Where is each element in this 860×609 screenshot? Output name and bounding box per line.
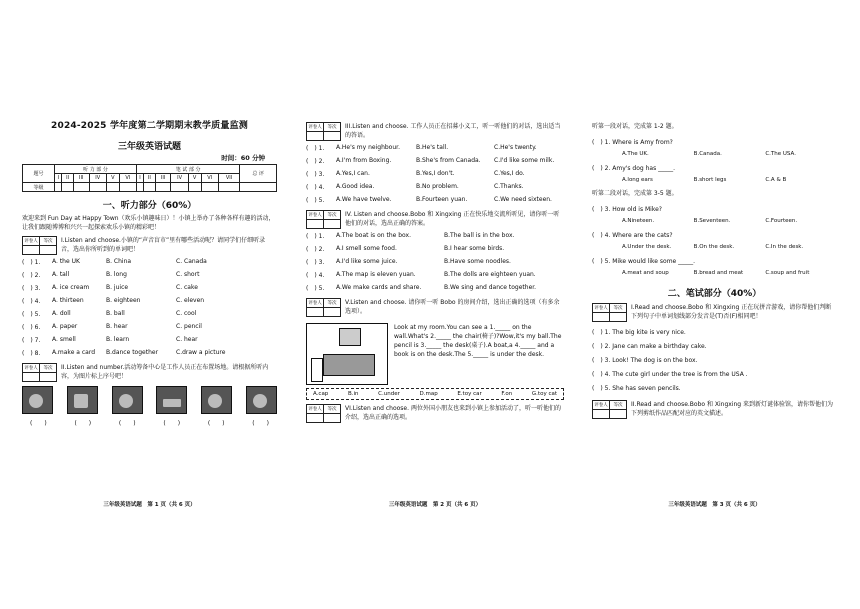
list-item bbox=[22, 268, 277, 281]
word-options-box bbox=[306, 388, 564, 400]
grader-box bbox=[306, 298, 341, 317]
list-item bbox=[592, 256, 837, 265]
item-number: ( ) 3. bbox=[306, 259, 325, 266]
grader-label: 等次 bbox=[324, 123, 341, 132]
option-a: A. smell bbox=[52, 336, 76, 343]
option-a: A.We have twelve. bbox=[336, 196, 392, 203]
list-item bbox=[22, 294, 277, 307]
option-c: C.Thanks. bbox=[494, 183, 524, 190]
item-number: ( ) 2. bbox=[306, 158, 325, 165]
desk-drawing bbox=[323, 354, 375, 376]
list-item bbox=[306, 180, 564, 193]
question-3-title: III.Listen and choose. 工作人员正在招募小义工，听一听他们的对话，选出适当的答语。 bbox=[345, 123, 561, 139]
list-item bbox=[592, 137, 837, 146]
option-b: B.Have some noodles. bbox=[444, 258, 511, 265]
word-option: F.on bbox=[501, 391, 513, 397]
item-number: ( ) 4. bbox=[22, 298, 41, 305]
question-3-list bbox=[306, 141, 564, 206]
option-b: B.bread and meat bbox=[693, 270, 744, 276]
option-a: A.The boat is on the box. bbox=[336, 232, 411, 239]
item-number: ( ) 4. bbox=[592, 232, 611, 239]
option-a: A.The UK. bbox=[622, 151, 649, 157]
word-option: C.under bbox=[378, 391, 400, 397]
answer-blank: ( ) bbox=[118, 420, 136, 427]
question-4-header bbox=[306, 210, 564, 229]
list-item bbox=[306, 141, 564, 154]
option-b: B.dance together bbox=[106, 349, 159, 356]
word-option: B.in bbox=[347, 391, 359, 397]
room-picture bbox=[306, 323, 388, 385]
section-listening-heading: 一、听力部分（60%） bbox=[102, 201, 197, 211]
option-b: B. China bbox=[106, 258, 132, 265]
score-num: VI bbox=[201, 174, 218, 183]
activity-picture bbox=[156, 386, 187, 414]
option-c: C. short bbox=[176, 271, 200, 278]
chair-drawing bbox=[311, 358, 323, 382]
score-num: IV bbox=[171, 174, 188, 183]
writing-question-2-header bbox=[592, 400, 837, 419]
question-4-title: IV. Listen and choose.Bobo 和 Xingxing 正在快乐地交流所听见，请你听一听他们的对话，选出正确的答案。 bbox=[345, 211, 560, 227]
page-footer: 三年级英语试题 第 3 页（共 6 页） bbox=[668, 502, 761, 508]
option-b: B.She's from Canada. bbox=[416, 157, 481, 164]
exam-subtitle: 三年级英语试题 bbox=[117, 142, 181, 152]
score-total: 总 评 bbox=[240, 165, 277, 183]
list-item bbox=[306, 242, 564, 255]
grader-label: 等次 bbox=[324, 405, 341, 414]
option-c: C. hear bbox=[176, 336, 198, 343]
item-number: ( ) 1. bbox=[22, 259, 41, 266]
option-c: C.A & B bbox=[765, 177, 787, 183]
grader-label: 评卷人 bbox=[307, 299, 324, 308]
option-b: B.Yes,I don't. bbox=[416, 170, 455, 177]
option-a: A.I smell some food. bbox=[336, 245, 397, 252]
question-1-list bbox=[22, 255, 277, 359]
score-num: I bbox=[136, 174, 143, 183]
question-text: Where is Amy from? bbox=[612, 139, 673, 146]
question-text: How old is Mike? bbox=[612, 206, 662, 213]
list-item: ( ) 5. She has seven pencils. bbox=[592, 385, 681, 392]
item-number: ( ) 5. bbox=[22, 311, 41, 318]
score-num: V bbox=[188, 174, 201, 183]
grader-box bbox=[22, 363, 57, 382]
option-a: A. tall bbox=[52, 271, 70, 278]
score-num: VI bbox=[119, 174, 136, 183]
option-b: B.The ball is in the box. bbox=[444, 232, 515, 239]
list-item bbox=[22, 320, 277, 333]
question-2-title: II.Listen and number.活动筹备中心是工作人员正在布置场地。请根据所听内容，为图片标上序号吧！ bbox=[61, 364, 269, 380]
option-c: C. cake bbox=[176, 284, 198, 291]
option-b: B. eighteen bbox=[106, 297, 141, 304]
list-item: ( ) 4. The cute girl under the tree is from the USA . bbox=[592, 371, 748, 378]
item-number: ( ) 8. bbox=[22, 350, 41, 357]
writing-question-2-title: II.Read and choose.Bobo 和 Xingxing 来到新灯谜体验馆，请你帮他们为下列剪纸作品匹配对应的英文描述。 bbox=[631, 401, 833, 417]
word-option: D.map bbox=[419, 391, 438, 397]
score-num: III bbox=[155, 174, 171, 183]
word-option: G.toy cat bbox=[531, 391, 557, 397]
option-c: C.In the desk. bbox=[765, 244, 804, 250]
activity-picture bbox=[201, 386, 232, 414]
list-item bbox=[22, 281, 277, 294]
grader-label: 等次 bbox=[324, 299, 341, 308]
section-writing-heading: 二、笔试部分（40%） bbox=[667, 289, 762, 299]
list-item bbox=[22, 346, 277, 359]
exam-time: 时间：60 分钟 bbox=[221, 154, 265, 162]
activity-picture bbox=[112, 386, 143, 414]
list-item bbox=[22, 333, 277, 346]
question-2-header bbox=[22, 363, 277, 382]
question-text: Where are the cats? bbox=[612, 232, 673, 239]
answer-blank: ( ) bbox=[74, 420, 92, 427]
option-a: A.make a card bbox=[52, 349, 96, 356]
grader-label: 等次 bbox=[610, 304, 627, 313]
option-b: B.Canada. bbox=[693, 151, 722, 157]
option-a: A.Good idea. bbox=[336, 183, 375, 190]
option-b: B. ball bbox=[106, 310, 125, 317]
option-a: A.Nineteen. bbox=[622, 218, 655, 224]
list-item bbox=[592, 230, 837, 239]
grader-label: 评卷人 bbox=[307, 405, 324, 414]
option-c: C.I'd like some milk. bbox=[494, 157, 555, 164]
option-b: B. long bbox=[106, 271, 127, 278]
grader-label: 等次 bbox=[324, 211, 341, 220]
list-item bbox=[306, 229, 564, 242]
grader-box bbox=[306, 404, 341, 423]
score-writing: 笔 试 部 分 bbox=[136, 165, 239, 174]
option-b: B. juice bbox=[106, 284, 129, 291]
grader-label: 评卷人 bbox=[307, 211, 324, 220]
item-number: ( ) 4. bbox=[306, 184, 325, 191]
list-item bbox=[592, 163, 837, 172]
item-number: ( ) 6. bbox=[22, 324, 41, 331]
question-5-header bbox=[306, 298, 564, 317]
item-number: ( ) 3. bbox=[306, 171, 325, 178]
activity-picture bbox=[246, 386, 277, 414]
option-a: A.long ears bbox=[622, 177, 653, 183]
item-number: ( ) 4. bbox=[306, 272, 325, 279]
answer-blank: ( ) bbox=[207, 420, 225, 427]
grader-box bbox=[306, 210, 341, 229]
score-num: IV bbox=[89, 174, 106, 183]
option-b: B.The dolls are eighteen yuan. bbox=[444, 271, 536, 278]
grader-box bbox=[306, 122, 341, 141]
wall-picture bbox=[339, 328, 361, 346]
option-a: A.meat and soup bbox=[622, 270, 669, 276]
list-item: ( ) 1. The big kite is very nice. bbox=[592, 329, 686, 336]
score-table bbox=[22, 164, 277, 192]
list-item bbox=[306, 255, 564, 268]
grader-label: 评卷人 bbox=[23, 364, 40, 373]
room-section bbox=[306, 323, 564, 385]
word-option: E.toy car bbox=[457, 391, 482, 397]
grader-label: 评卷人 bbox=[23, 237, 40, 246]
item-number: ( ) 5. bbox=[306, 285, 325, 292]
option-a: A. thirteen bbox=[52, 297, 84, 304]
answer-blank: ( ) bbox=[252, 420, 269, 427]
option-c: C. cool bbox=[176, 310, 197, 317]
option-a: A. ice cream bbox=[52, 284, 90, 291]
option-a: A. doll bbox=[52, 310, 71, 317]
grader-label: 评卷人 bbox=[593, 304, 610, 313]
score-num: II bbox=[62, 174, 74, 183]
option-c: C.The USA. bbox=[765, 151, 796, 157]
option-b: B.Seventeen. bbox=[693, 218, 731, 224]
option-b: B. learn bbox=[106, 336, 130, 343]
option-b: B.He's tall. bbox=[416, 144, 449, 151]
score-num: V bbox=[106, 174, 119, 183]
grader-box bbox=[592, 303, 627, 322]
item-number: ( ) 3. bbox=[592, 206, 611, 213]
score-row-score: 等级 bbox=[23, 183, 55, 192]
option-c: C.soup and fruit bbox=[765, 270, 810, 276]
option-a: A.Under the desk. bbox=[622, 244, 672, 250]
item-number: ( ) 1. bbox=[592, 139, 611, 146]
score-num: II bbox=[144, 174, 156, 183]
dialogue-1-intro: 听第一段对话，完成第 1-2 题。 bbox=[592, 123, 678, 130]
option-b: B.No problem. bbox=[416, 183, 459, 190]
question-4-list bbox=[306, 229, 564, 294]
item-number: ( ) 7. bbox=[22, 337, 41, 344]
intro-text: 欢迎来到 Fun Day at Happy Town（欢乐小镇趣味日）！小镇上举办了各种各样有趣的活动，让我们跟随博博和兴兴一起探索欢乐小镇的精彩吧！ bbox=[22, 215, 275, 231]
list-item bbox=[592, 204, 837, 213]
exam-page-2 bbox=[306, 118, 564, 508]
option-a: A.I'm from Boxing. bbox=[336, 157, 392, 164]
score-num: III bbox=[73, 174, 89, 183]
options-row bbox=[592, 151, 837, 157]
option-b: B.We sing and dance together. bbox=[444, 284, 537, 291]
list-item bbox=[306, 268, 564, 281]
item-number: ( ) 5. bbox=[592, 258, 611, 265]
options-row bbox=[592, 244, 837, 250]
grader-label: 等次 bbox=[40, 364, 57, 373]
option-b: B. hear bbox=[106, 323, 128, 330]
page-footer: 三年级英语试题 第 1 页（共 6 页） bbox=[103, 502, 196, 508]
item-number: ( ) 1. bbox=[306, 233, 325, 240]
option-c: C.draw a picture bbox=[176, 349, 226, 356]
room-passage: Look at my room.You can see a 1._____ on the wall.What's 2._____ the chair(椅子)?Wow,it's my ball.The pencil is 3._____ the desk(桌子).A boat,a 4._____ and a book is on the desk.The 5._____ is under the desk. bbox=[394, 324, 562, 358]
grader-label: 评卷人 bbox=[593, 401, 610, 410]
question-text: Mike would like some _____. bbox=[612, 258, 696, 265]
options-row bbox=[592, 218, 837, 224]
answer-blank: ( ) bbox=[163, 420, 181, 427]
option-a: A.He's my neighbour. bbox=[336, 144, 400, 151]
option-a: A.We make cards and share. bbox=[336, 284, 422, 291]
question-3-header bbox=[306, 122, 564, 141]
option-a: A. paper bbox=[52, 323, 78, 330]
picture-strip bbox=[22, 386, 277, 414]
score-listening: 听 力 部 分 bbox=[55, 165, 137, 174]
options-row bbox=[592, 177, 837, 183]
word-option: A.cap bbox=[313, 391, 329, 397]
list-item: ( ) 2. Jane can make a birthday cake. bbox=[592, 343, 707, 350]
option-b: B.Fourteen yuan. bbox=[416, 196, 468, 203]
option-b: B.On the desk. bbox=[693, 244, 735, 250]
question-6-header bbox=[306, 404, 564, 423]
item-number: ( ) 3. bbox=[22, 285, 41, 292]
option-c: C. pencil bbox=[176, 323, 202, 330]
score-num: VII bbox=[218, 174, 239, 183]
writing-question-1-header bbox=[592, 303, 837, 322]
list-item: ( ) 3. Look! The dog is on the box. bbox=[592, 357, 698, 364]
writing-question-1-title: I.Read and choose.Bobo 和 Xingxing 正在玩拼音游戏，请你帮他们判断下列句子中单词划线部分发音是(T)否(F)相同吧！ bbox=[631, 304, 832, 320]
item-number: ( ) 2. bbox=[592, 165, 611, 172]
option-a: A.The map is eleven yuan. bbox=[336, 271, 416, 278]
option-a: A. the UK bbox=[52, 258, 80, 265]
grader-label: 等次 bbox=[610, 401, 627, 410]
item-number: ( ) 5. bbox=[306, 197, 325, 204]
list-item bbox=[306, 281, 564, 294]
list-item bbox=[22, 255, 277, 268]
grader-label: 等次 bbox=[40, 237, 57, 246]
question-1-title: I.Listen and choose.小镇的“声音盲市”里有哪些活动呢？请同学们仔细听录音，选出你所听到的单词吧！ bbox=[61, 237, 266, 253]
score-row-head: 题号 bbox=[23, 165, 55, 183]
option-c: C.Fourteen. bbox=[765, 218, 798, 224]
answer-parens bbox=[22, 418, 277, 427]
option-b: B.short legs bbox=[693, 177, 727, 183]
question-1-header bbox=[22, 236, 277, 255]
option-c: C.He's twenty. bbox=[494, 144, 537, 151]
item-number: ( ) 1. bbox=[306, 145, 325, 152]
option-c: C. Canada bbox=[176, 258, 207, 265]
item-number: ( ) 2. bbox=[22, 272, 41, 279]
option-c: C. eleven bbox=[176, 297, 205, 304]
options-row bbox=[592, 270, 837, 276]
question-text: Amy's dog has _____. bbox=[612, 165, 676, 172]
dialogue-2-intro: 听第二段对话，完成第 3-5 题。 bbox=[592, 190, 678, 197]
page-footer: 三年级英语试题 第 2 页（共 6 页） bbox=[388, 502, 482, 508]
exam-page-1 bbox=[22, 118, 277, 508]
exam-title: 2024-2025 学年度第二学期期末教学质量监测 bbox=[51, 121, 248, 131]
item-number: ( ) 2. bbox=[306, 246, 325, 253]
activity-picture bbox=[22, 386, 53, 414]
answer-blank: ( ) bbox=[30, 420, 47, 427]
option-a: A.I'd like some juice. bbox=[336, 258, 398, 265]
list-item bbox=[306, 167, 564, 180]
list-item bbox=[306, 154, 564, 167]
exam-page-3 bbox=[592, 118, 837, 508]
question-5-title: V.Listen and choose. 请你听一听 Bobo 的房间介绍，选出正确的选项（有多余选项）。 bbox=[345, 299, 560, 315]
activity-picture bbox=[67, 386, 98, 414]
list-item bbox=[22, 307, 277, 320]
option-c: C.We need sixteen. bbox=[494, 196, 552, 203]
option-a: A.Yes,I can. bbox=[336, 170, 370, 177]
option-b: B.I hear some birds. bbox=[444, 245, 505, 252]
grader-box bbox=[592, 400, 627, 419]
list-item bbox=[306, 193, 564, 206]
grader-label: 评卷人 bbox=[307, 123, 324, 132]
option-c: C.Yes,I do. bbox=[494, 170, 525, 177]
grader-box bbox=[22, 236, 57, 255]
question-6-title: VI.Listen and choose. 两位外国小朋友也来到小镇上参加活动了，听一听他们的介绍，选出正确的选项。 bbox=[345, 405, 561, 421]
score-num: I bbox=[55, 174, 62, 183]
